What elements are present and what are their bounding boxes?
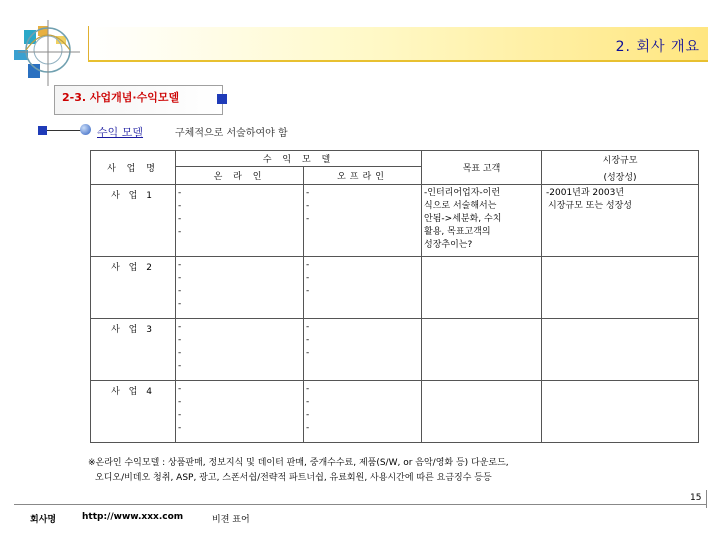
offline-bullet: - [306, 214, 310, 224]
page-number: 15 [690, 493, 702, 503]
table-row [91, 185, 699, 257]
online-bullet: - [178, 299, 182, 309]
header-divider [88, 26, 89, 60]
online-bullet: - [178, 227, 182, 237]
target-text-line: 안됨->세분화, 수치 [424, 214, 502, 224]
offline-cell [304, 257, 422, 319]
section-square-icon [217, 94, 227, 104]
footer-company: 회사명 [30, 515, 57, 525]
online-bullet: - [178, 322, 182, 332]
offline-bullet: - [306, 322, 310, 332]
offline-cell [304, 381, 422, 443]
header-market-line2: (성장성) [603, 172, 637, 183]
online-bullet: - [178, 410, 182, 420]
table-row [91, 381, 699, 443]
footer-url: http://www.xxx.com [82, 512, 184, 522]
online-bullet: - [178, 214, 182, 224]
market-cell [542, 381, 699, 443]
header-underline [88, 60, 708, 62]
model-description: 구체적으로 서술하여야 함 [175, 128, 288, 139]
model-square-icon [38, 126, 47, 135]
online-bullet: - [178, 260, 182, 270]
offline-bullet: - [306, 286, 310, 296]
section-title: 2-3. 사업개념·수익모델 [62, 91, 180, 104]
header-online: 온 라 인 [176, 167, 304, 185]
header-target: 목표 고객 [422, 151, 542, 185]
offline-bullet: - [306, 423, 310, 433]
footer-page-divider [706, 490, 707, 508]
target-cell [422, 257, 542, 319]
logo-graphic [10, 10, 90, 90]
online-cell [176, 381, 304, 443]
model-bullet-icon [80, 124, 91, 135]
header-offline: 오프라인 [304, 167, 422, 185]
target-cell [422, 185, 542, 257]
online-bullet: - [178, 335, 182, 345]
offline-bullet: - [306, 397, 310, 407]
target-text-line: -인터리어업자-이런 [424, 188, 501, 198]
online-bullet: - [178, 188, 182, 198]
online-cell [176, 319, 304, 381]
table-row [91, 319, 699, 381]
market-cell [542, 185, 699, 257]
page-title: 2. 회사 개요 [615, 39, 700, 55]
offline-bullet: - [306, 201, 310, 211]
footnote-line1: ※온라인 수익모델 : 상품판매, 정보지식 및 데이터 판매, 중개수수료, 제품(S/W, or 음악/영화 등) 다운로드, [88, 458, 509, 468]
online-bullet: - [178, 201, 182, 211]
footnote [88, 456, 708, 486]
table-row [91, 257, 699, 319]
header-market-line1: 시장규모 [602, 155, 638, 166]
online-cell [176, 257, 304, 319]
footer-slogan: 비젼 표어 [212, 515, 250, 525]
market-cell [542, 319, 699, 381]
offline-cell [304, 319, 422, 381]
revenue-model-table [90, 150, 699, 443]
offline-cell [304, 185, 422, 257]
target-cell [422, 319, 542, 381]
footer-divider [14, 504, 706, 505]
header-market [542, 151, 699, 185]
model-label: 수익 모델 [97, 126, 144, 139]
footnote-line2: 오디오/비데오 청취, ASP, 광고, 스폰서쉽/전략적 파트너쉽, 유료회원, 사용시간에 따른 요금징수 등등 [95, 473, 492, 483]
online-bullet: - [178, 397, 182, 407]
row-business-name: 사 업 3 [91, 319, 176, 381]
offline-bullet: - [306, 260, 310, 270]
row-business-name: 사 업 2 [91, 257, 176, 319]
offline-bullet: - [306, 335, 310, 345]
target-text-line: 활용, 목표고객의 [424, 227, 491, 237]
online-bullet: - [178, 361, 182, 371]
row-business-name: 사 업 1 [91, 185, 176, 257]
logo-rings-icon [10, 10, 90, 90]
offline-bullet: - [306, 410, 310, 420]
online-bullet: - [178, 286, 182, 296]
header-business: 사 업 명 [91, 151, 176, 185]
model-connector-line [47, 130, 83, 131]
market-text-line: -2001년과 2003년 [546, 188, 625, 198]
header-revenue-model: 수 익 모 델 [176, 151, 422, 167]
online-bullet: - [178, 273, 182, 283]
target-cell [422, 381, 542, 443]
online-bullet: - [178, 423, 182, 433]
market-text-line: 시장규모 또는 성장성 [548, 201, 632, 211]
offline-bullet: - [306, 273, 310, 283]
target-text-line: 식으로 서술해서는 [424, 201, 497, 211]
online-bullet: - [178, 348, 182, 358]
market-cell [542, 257, 699, 319]
row-business-name: 사 업 4 [91, 381, 176, 443]
offline-bullet: - [306, 348, 310, 358]
online-bullet: - [178, 384, 182, 394]
offline-bullet: - [306, 188, 310, 198]
online-cell [176, 185, 304, 257]
target-text-line: 성장추이는? [424, 240, 473, 250]
offline-bullet: - [306, 384, 310, 394]
